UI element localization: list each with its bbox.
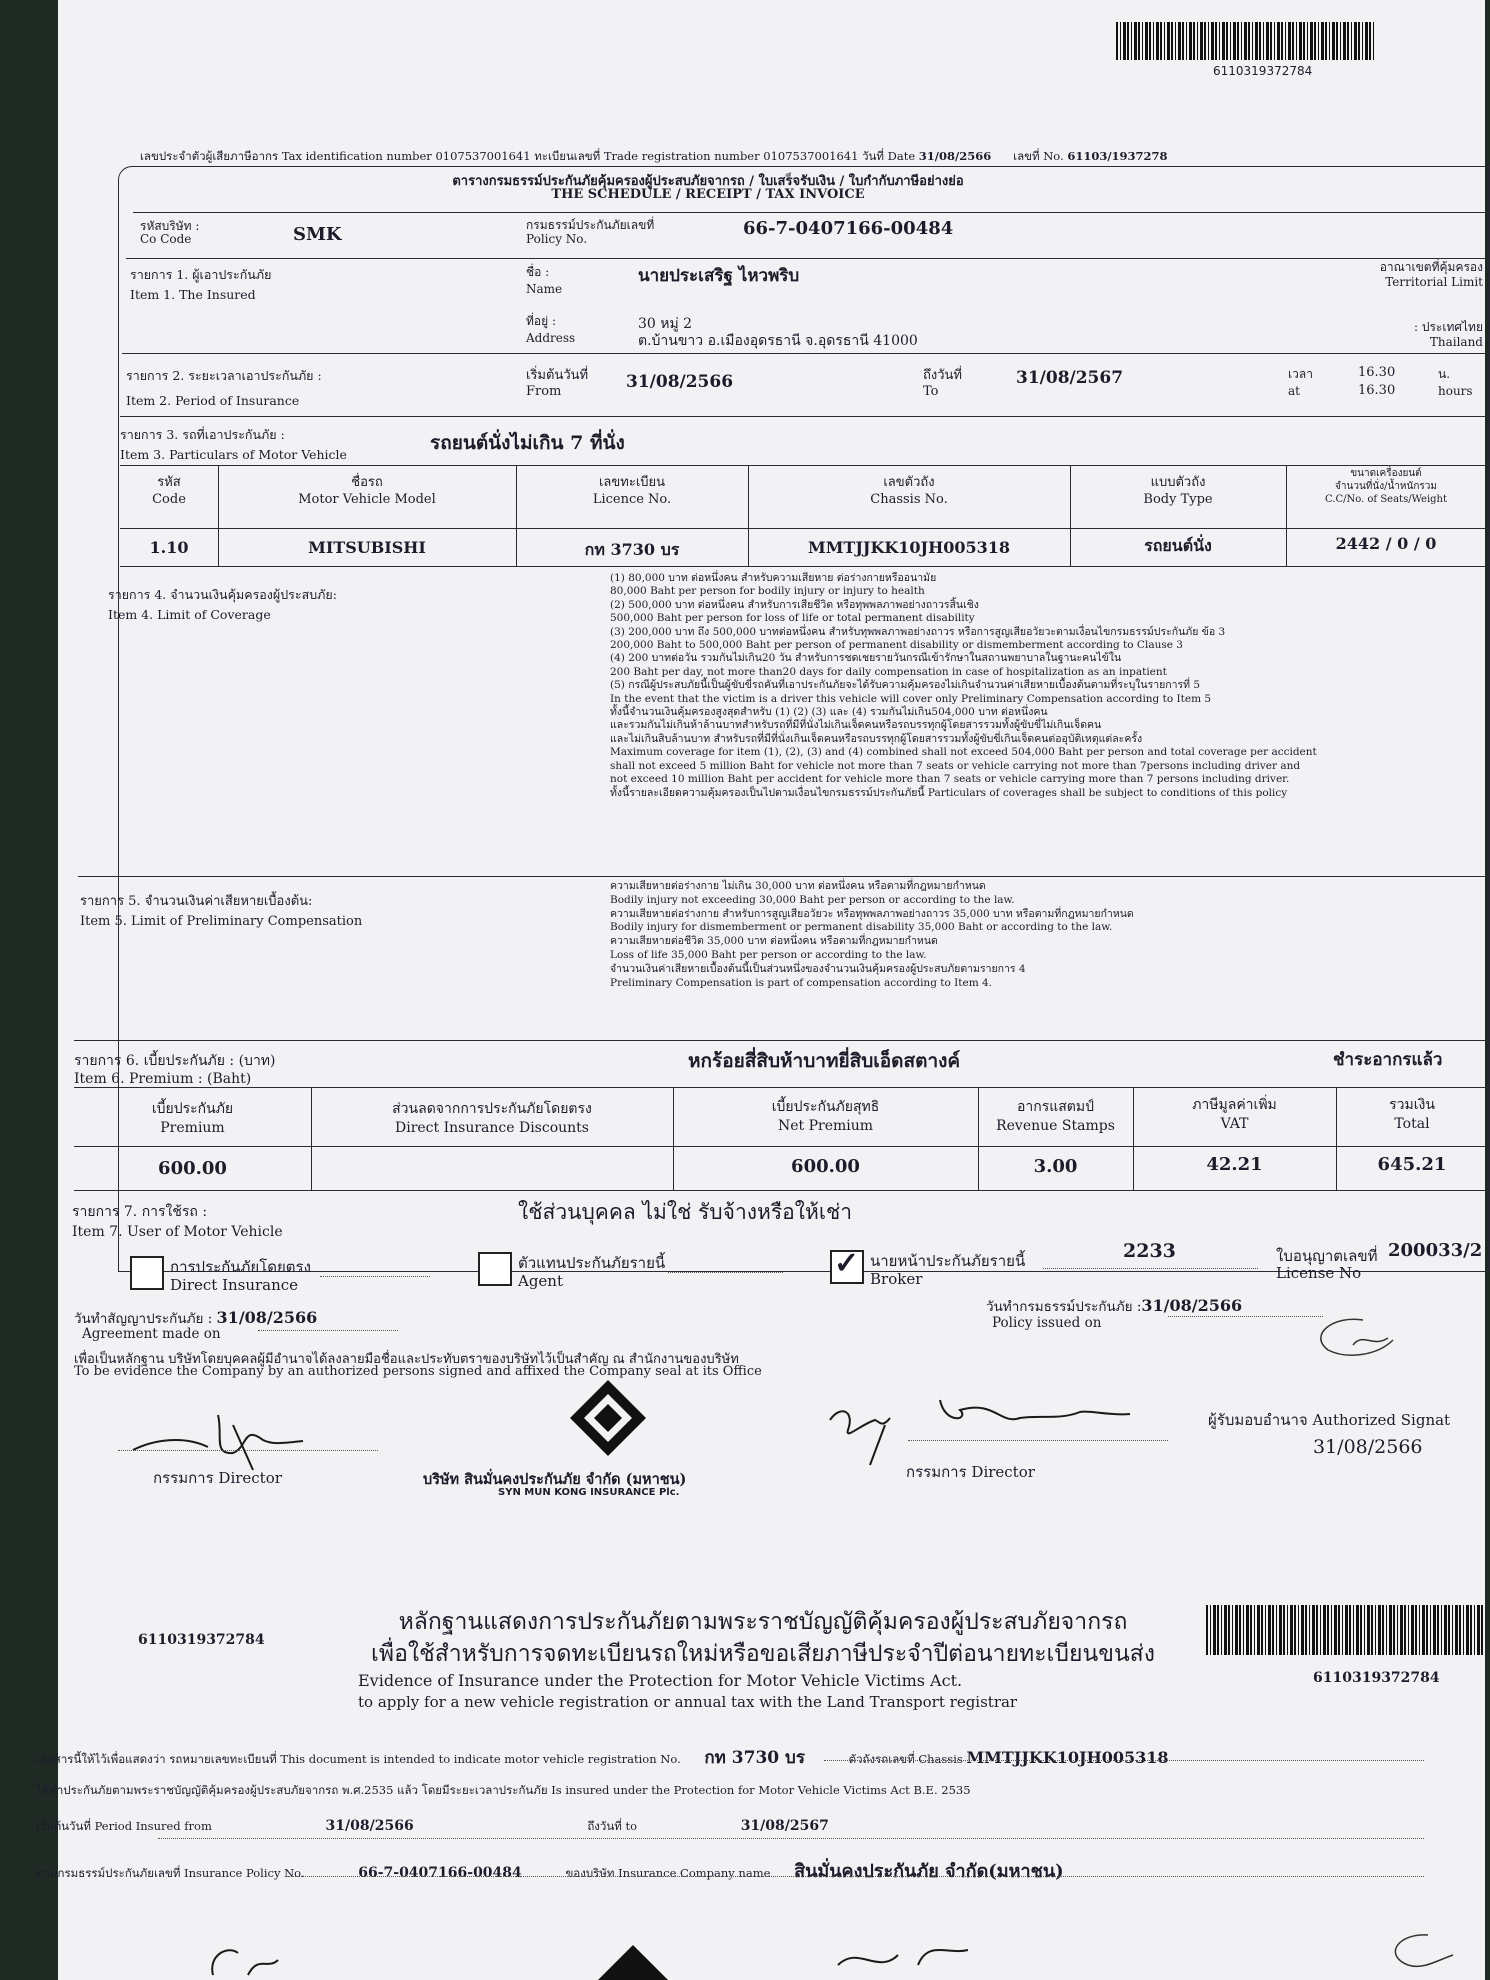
item3-label: รายการ 3. รถที่เอาประกันภัย : Item 3. Particulars of Motor Vehicle bbox=[120, 427, 347, 462]
vt-licence: กท 3730 บร bbox=[584, 540, 680, 559]
item6-label: รายการ 6. เบี้ยประกันภัย : (บาท) Item 6. Premium : (Baht) bbox=[74, 1053, 276, 1087]
direct-insurance-checkbox[interactable] bbox=[130, 1256, 164, 1290]
policy-no-label: กรมธรรม์ประกันภัยเลขที่ Policy No. bbox=[526, 218, 655, 246]
slip-act-line: ได้ทำประกันภัยตามพระราชบัญญัติคุ้มครองผู้ประสบภัยจากรถ พ.ศ.2535 แล้ว โดยมีระยะเวลาประกันภัย Is insured under the Protection for Motor Vehicle Victims Act B.E. 2535 bbox=[36, 1783, 971, 1797]
territory-label: อาณาเขตที่คุ้มครอง Territorial Limit bbox=[1379, 260, 1483, 289]
item7-label: รายการ 7. การใช้รถ : Item 7. User of Motor Vehicle bbox=[72, 1204, 283, 1240]
evidence-text-th: เพื่อเป็นหลักฐาน บริษัทโดยบุคคลผู้มีอำนาจได้ลงลายมือชื่อและประทับตราของบริษัทไว้เป็นสำคัญ ณ สำนักงานของบริษัท bbox=[74, 1352, 739, 1367]
policy-no-value: 66-7-0407166-00484 bbox=[743, 218, 954, 239]
coverage-text: (1) 80,000 บาท ต่อหนึ่งคน สำหรับความเสียหาย ต่อร่างกายหรืออนามัย 80,000 Baht per person for bodily injury or injury to health (2) 500,000 บาท ต่อหนึ่งคน สำหรับการเสียชีวิต หรือทุพพลภาพอย่างถาวรสิ้นเชิง 500,000 Baht per person for loss of life or total permanent disability (3) 200,000 บาท ถึง 500,000 บาทต่อหนึ่งคน สำหรับทุพพลภาพอย่างถาวร หรือการสูญเสียอวัยวะตามเงื่อนไขกรมธรรม์ประกันภัย ข้อ 3 200,000 Baht to 500,000 Baht per person of permanent disability or dismemberment according to Clause 3 (4) 200 บาทต่อวัน รวมกันไม่เกิน20 วัน สำหรับการชดเชยรายวันกรณีเข้ารักษาในสถานพยาบาลในฐานะคนไข้ใน 200 Baht per day, not more than20 days for daily compensation in case of hospitalization as an inpatient (5) กรณีผู้ประสบภัยนี้เป็นผู้ขับขี่รถคันที่เอาประกันภัยจะได้รับความคุ้มครองไม่เกินจำนวนค่าเสียหายเบื้องต้นตามที่ระบุในรายการที่ 5 In the event that the victim is a driver this vehicle will cover only Preliminary Compensation according to Item 5 ทั้งนี้จำนวนเงินคุ้มครองสูงสุดสำหรับ (1) (2) (3) และ (4) รวมกันไม่เกิน504,000 บาท ต่อหนึ่งคน และรวมกันไม่เกินห้าล้านบาทสำหรับรถที่มีที่นั่งไม่เกินเจ็ดคนหรือรถบรรทุกผู้โดยสารรวมทั้งผู้ขับขี่ไม่เกินเจ็ดคน และไม่เกินสิบล้านบาท สำหรับรถที่มีที่นั่งเกินเจ็ดคนหรือรถบรรทุกผู้โดยสารรวมทั้งผู้ขับขี่เกินเจ็ดคนต่ออุบัติเหตุแต่ละครั้ง Maximum coverage for item (1), (2), (3) and (4) combined shall not exceed 504,000 Baht per person and total coverage per accident shall not exceed 5 million Baht for vehicle not more than 7 seats or vehicle carrying not more than 7persons including driver and not exceed 10 million Baht per accident for vehicle more than 7 seats or vehicle carrying more than 7 persons including driver. ทั้งนี้รายละเอียดความคุ้มครองเป็นไปตามเงื่อนไขกรมธรรม์ประกันภัยนี้ Particulars of coverages shall be subject to conditions of this policy bbox=[610, 572, 1317, 799]
time-values: 16.30 16.30 bbox=[1358, 365, 1396, 398]
total-header: รวมเงิน Total bbox=[1389, 1097, 1435, 1132]
vt-header-chassis: เลขตัวถัง Chassis No. bbox=[870, 475, 948, 507]
evidence-text-en: To be evidence the Company by an authorized persons signed and affixed the Company seal at its Office bbox=[74, 1364, 762, 1379]
co-code-value: SMK bbox=[293, 224, 342, 245]
slip-registration: กท 3730 บร bbox=[704, 1748, 805, 1768]
authorized-signature bbox=[1293, 1310, 1413, 1370]
header-date: 31/08/2566 bbox=[918, 149, 992, 163]
preliminary-text: ความเสียหายต่อร่างกาย ไม่เกิน 30,000 บาท ต่อหนึ่งคน หรือตามที่กฎหมายกำหนด Bodily injury not exceeding 30,000 Baht per person or according to the law. ความเสียหายต่อร่างกาย สำหรับการสูญเสียอวัยวะ หรือทุพพลภาพอย่างถาวร 35,000 บาท หรือตามที่กฎหมายกำหนด Bodily injury for dismemberment or permanent disability 35,000 Baht or according to the law. ความเสียหายต่อชีวิต 35,000 บาท ต่อหนึ่งคน หรือตามที่กฎหมายกำหนด Loss of life 35,000 Baht per person or according to the law. จำนวนเงินค่าเสียหายเบื้องต้นนี้เป็นส่วนหนึ่งของจำนวนเงินคุ้มครองผู้ประสบภัยตามรายการ 4 Preliminary Compensation is part of compensation according to Item 4. bbox=[610, 880, 1134, 989]
address-value: 30 หมู่ 2 ต.บ้านขาว อ.เมืองอุดรธานี จ.อุดรธานี 41000 bbox=[638, 316, 918, 349]
policy-issued-date: 31/08/2566 bbox=[1141, 1296, 1243, 1315]
director-signature-2 bbox=[820, 1380, 1140, 1470]
slip-number-right: 6110319372784 bbox=[1313, 1670, 1440, 1686]
barcode-bottom bbox=[1206, 1605, 1485, 1655]
vehicle-usage: ใช้ส่วนบุคคล ไม่ใช่ รับจ้างหรือให้เช่า bbox=[518, 1200, 853, 1224]
period-to: 31/08/2567 bbox=[1016, 368, 1124, 388]
time-label: เวลา at bbox=[1288, 367, 1313, 398]
address-label: ที่อยู่ : Address bbox=[526, 314, 576, 345]
barcode-top bbox=[1116, 22, 1376, 60]
company-seal-logo bbox=[566, 1376, 650, 1460]
slip-number-left: 6110319372784 bbox=[138, 1632, 265, 1648]
net-premium-header: เบี้ยประกันภัยสุทธิ Net Premium bbox=[771, 1099, 880, 1134]
insured-name: นายประเสริฐ ไหวพริบ bbox=[638, 266, 800, 286]
vt-body: รถยนต์นั่ง bbox=[1144, 536, 1212, 555]
director-signature-1 bbox=[113, 1395, 313, 1475]
vat-header: ภาษีมูลค่าเพิ่ม VAT bbox=[1192, 1097, 1277, 1132]
vt-header-body: แบบตัวถัง Body Type bbox=[1143, 475, 1213, 507]
broker-checkbox[interactable] bbox=[830, 1246, 864, 1284]
slip-policy-line: ตามกรมธรรม์ประกันภัยเลขที่ Insurance Policy No. 66-7-0407166-00484 ของบริษัท Insurance Company name สินมั่นคงประกันภัย จำกัด(มหาชน) bbox=[36, 1861, 1064, 1882]
tax-header-line: เลขประจำตัวผู้เสียภาษีอากร Tax identification number 0107537001641 ทะเบียนเลขที่ Trade registration number 0107537001641 วันที่ Date 31/08/2566 เลขที่ No. 61103/1937278 bbox=[140, 149, 1168, 163]
agreement-date: 31/08/2566 bbox=[216, 1308, 318, 1327]
director-label-2: กรรมการ Director bbox=[906, 1463, 1035, 1481]
bottom-signatures bbox=[118, 1925, 1478, 1980]
discount-header: ส่วนลดจากการประกันภัยโดยตรง Direct Insurance Discounts bbox=[392, 1101, 592, 1136]
to-label: ถึงวันที่ To bbox=[923, 368, 962, 399]
slip-period-line: เริ่มต้นวันที่ Period Insured from 31/08/2566 ถึงวันที่ to 31/08/2567 bbox=[36, 1818, 829, 1834]
policy-issued-label: วันทำกรมธรรม์ประกันภัย :31/08/2566 Policy issued on bbox=[986, 1296, 1243, 1331]
vt-header-model: ชื่อรถ Motor Vehicle Model bbox=[298, 475, 436, 507]
slip-chassis: MMTJJKK10JH005318 bbox=[966, 1748, 1169, 1767]
schedule-title-th: ตารางกรมธรรม์ประกันภัยคุ้มครองผู้ประสบภัยจากรถ / ใบเสร็จรับเงิน / ใบกำกับภาษีอย่างย่อ bbox=[452, 174, 964, 189]
slip-company: สินมั่นคงประกันภัย จำกัด(มหาชน) bbox=[794, 1861, 1064, 1882]
vt-header-engine: ขนาดเครื่องยนต์ จำนวนที่นั่ง/น้ำหนักรวม C.C/No. of Seats/Weight bbox=[1324, 468, 1448, 505]
tax-id: 0107537001641 bbox=[435, 149, 531, 163]
period-from: 31/08/2566 bbox=[626, 372, 734, 392]
slip-period-to: 31/08/2567 bbox=[740, 1818, 829, 1834]
item1-label: รายการ 1. ผู้เอาประกันภัย Item 1. The Insured bbox=[130, 267, 272, 302]
amount-in-words: หกร้อยสี่สิบห้าบาทยี่สิบเอ็ดสตางค์ bbox=[688, 1050, 961, 1072]
invoice-number: 61103/1937278 bbox=[1067, 149, 1168, 163]
slip-policy-no: 66-7-0407166-00484 bbox=[358, 1865, 522, 1881]
agent-checkbox[interactable] bbox=[478, 1252, 512, 1286]
vt-header-licence: เลขทะเบียน Licence No. bbox=[592, 475, 672, 507]
item5-label: รายการ 5. จำนวนเงินค่าเสียหายเบื้องต้น: Item 5. Limit of Preliminary Compensation bbox=[80, 894, 363, 929]
premium-value: 600.00 bbox=[158, 1158, 227, 1179]
license-label: ใบอนุญาตเลขที่ License No bbox=[1276, 1247, 1378, 1282]
check-mark-icon: ✓ bbox=[834, 1246, 860, 1281]
co-code-label: รหัสบริษัท : Co Code bbox=[140, 219, 200, 246]
broker-code: 2233 bbox=[1123, 1240, 1176, 1262]
vat-value: 42.21 bbox=[1206, 1154, 1263, 1175]
stamps-header: อากรแสตมป์ Revenue Stamps bbox=[996, 1099, 1115, 1134]
time-unit: น. hours bbox=[1438, 367, 1473, 398]
vt-model: MITSUBISHI bbox=[308, 538, 426, 557]
total-value: 645.21 bbox=[1377, 1154, 1447, 1175]
document-page bbox=[36, 0, 1485, 1980]
item2-label: รายการ 2. ระยะเวลาเอาประกันภัย : Item 2. Period of Insurance bbox=[126, 368, 322, 408]
name-label: ชื่อ : Name bbox=[526, 265, 563, 296]
authorized-label: ผู้รับมอบอำนาจ Authorized Signat bbox=[1208, 1411, 1451, 1429]
stamp-duty-paid: ชำระอากรแล้ว bbox=[1333, 1050, 1443, 1070]
barcode-number-top: 6110319372784 bbox=[1213, 64, 1313, 78]
net-premium-value: 600.00 bbox=[791, 1156, 860, 1177]
stamps-value: 3.00 bbox=[1033, 1156, 1078, 1177]
agreement-label: วันทำสัญญาประกันภัย : 31/08/2566 Agreement made on bbox=[74, 1308, 318, 1342]
item4-label: รายการ 4. จำนวนเงินคุ้มครองผู้ประสบภัย: Item 4. Limit of Coverage bbox=[108, 587, 337, 622]
direct-insurance-label: การประกันภัยโดยตรง Direct Insurance bbox=[170, 1258, 311, 1294]
vehicle-category: รถยนต์นั่งไม่เกิน 7 ที่นั่ง bbox=[430, 432, 625, 454]
authorized-date: 31/08/2566 bbox=[1313, 1436, 1423, 1458]
territory-value: : ประเทศไทย Thailand bbox=[1414, 320, 1483, 349]
trade-no: 0107537001641 bbox=[763, 149, 859, 163]
slip-period-from: 31/08/2566 bbox=[325, 1818, 414, 1834]
director-label-1: กรรมการ Director bbox=[153, 1469, 282, 1487]
agent-label: ตัวแทนประกันภัยรายนี้ Agent bbox=[518, 1254, 666, 1290]
from-label: เริ่มต้นวันที่ From bbox=[526, 368, 589, 399]
company-name-th: บริษัท สินมั่นคงประกันภัย จำกัด (มหาชน) bbox=[423, 1471, 687, 1488]
slip-registration-line: เอกสารนี้ให้ไว้เพื่อแสดงว่า รถหมายเลขทะเบียนที่ This document is intended to indicate motor vehicle registration No. กท 3730 บร ตัวถังรถเลขที่ Chassis MMTJJKK10JH005318 bbox=[36, 1748, 1169, 1768]
slip-title: หลักฐานแสดงการประกันภัยตามพระราชบัญญัติคุ้มครองผู้ประสบภัยจากรถ เพื่อใช้สำหรับการจดทะเบียนรถใหม่หรือขอเสียภาษีประจำปีต่อนายทะเบียนขนส่ง Evidence of Insurance under the Protection for Motor Vehicle Victims Act. to apply for a new vehicle registration or annual tax with the Land Transport registrar bbox=[358, 1609, 1155, 1711]
broker-label: นายหน้าประกันภัยรายนี้ Broker bbox=[870, 1252, 1026, 1288]
vt-engine: 2442 / 0 / 0 bbox=[1335, 534, 1437, 553]
schedule-title-en: THE SCHEDULE / RECEIPT / TAX INVOICE bbox=[551, 187, 865, 202]
premium-header: เบี้ยประกันภัย Premium bbox=[151, 1101, 234, 1136]
company-name-en: SYN MUN KONG INSURANCE Plc. bbox=[498, 1487, 680, 1498]
vt-code: 1.10 bbox=[149, 538, 189, 557]
license-number: 200033/2 bbox=[1388, 1240, 1483, 1261]
vt-chassis: MMTJJKK10JH005318 bbox=[807, 538, 1011, 557]
vt-header-code: รหัส Code bbox=[152, 475, 186, 507]
